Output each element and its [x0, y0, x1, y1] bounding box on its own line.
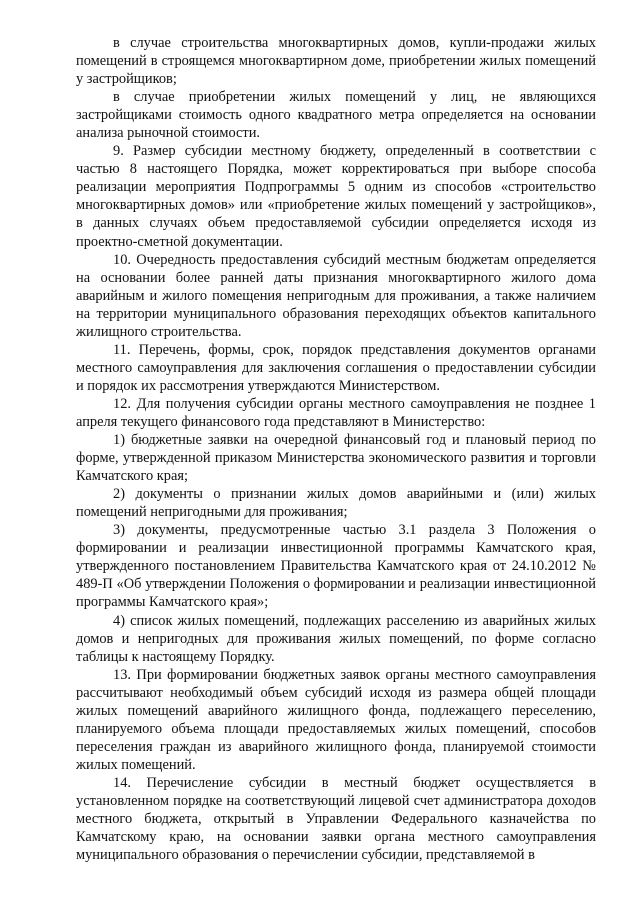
paragraph-item-13: 13. При формировании бюджетных заявок органы местного самоуправления рассчитывают необходимый объем субсидий исходя из размера общей площади жилых помещений аварийного жилищного фонда, подлежащего переселению, планируемого объема площади предоставляемых жилых помещений, способов переселения граждан из аварийного жилищного фонда, планируемой стоимости жилых помещений.	[76, 666, 596, 773]
paragraph-item-11: 11. Перечень, формы, срок, порядок представления документов органами местного самоуправления для заключения соглашения о предоставлении субсидии и порядок их рассмотрения утверждаются Министерством.	[76, 341, 596, 394]
paragraph-construction-case: в случае строительства многоквартирных домов, купли-продажи жилых помещений в строящемся многоквартирном доме, приобретении жилых помещений у застройщиков;	[76, 35, 596, 88]
paragraph-subitem-1: 1) бюджетные заявки на очередной финансовый год и плановый период по форме, утвержденной приказом Министерства экономического развития и торговли Камчатского края;	[76, 432, 596, 485]
paragraph-subitem-3: 3) документы, предусмотренные частью 3.1 раздела 3 Положения о формировании и реализации инвестиционной программы Камчатского края, утвержденного постановлением Правительства Камчатского края от 24.10.2012 № 489-П «Об утверждении Положения о формировании и реализации инвестиционной программы Камчатского края»;	[76, 522, 596, 611]
paragraph-item-12: 12. Для получения субсидии органы местного самоуправления не позднее 1 апреля текущего финансового года представляют в Министерство:	[76, 395, 596, 430]
paragraph-subitem-4: 4) список жилых помещений, подлежащих расселению из аварийных жилых домов и непригодных для проживания жилых помещений, по форме согласно таблицы к настоящему Порядку.	[76, 612, 596, 665]
paragraph-item-10: 10. Очередность предоставления субсидий местным бюджетам определяется на основании более ранней даты признания многоквартирного жилого дома аварийным и жилого помещения непригодным для проживания, а также наличием на территории муниципального образования переходящих объектов капитального жилищного строительства.	[76, 251, 596, 340]
paragraph-item-9: 9. Размер субсидии местному бюджету, определенный в соответствии с частью 8 настоящего Порядка, может корректироваться при выборе способа реализации мероприятия Подпрограммы 5 одним из способов «строительство многоквартирных домов» или «приобретение жилых помещений у застройщиков», в данных случаях объем предоставляемой субсидии определяется исходя из проектно-сметной документации.	[76, 143, 596, 250]
paragraph-purchase-case: в случае приобретении жилых помещений у лиц, не являющихся застройщиками стоимость одного квадратного метра определяется на основании анализа рыночной стоимости.	[76, 89, 596, 142]
paragraph-subitem-2: 2) документы о признании жилых домов аварийными и (или) жилых помещений непригодными для проживания;	[76, 486, 596, 521]
paragraph-item-14: 14. Перечисление субсидии в местный бюджет осуществляется в установленном порядке на соответствующий лицевой счет администратора доходов местного бюджета, открытый в Управлении Федерального казначейства по Камчатскому краю, на основании заявки органа местного самоуправления муниципального образования о перечислении субсидии, представляемой в	[76, 774, 596, 864]
document-body	[76, 34, 596, 864]
